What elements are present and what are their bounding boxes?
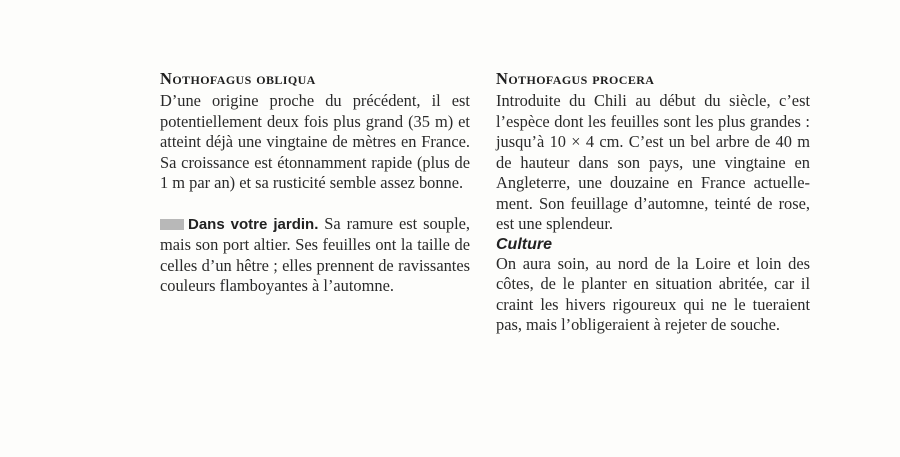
entry-title-obliqua: Nothofagus obliqua [160,69,316,88]
text-line: est une splendeur. [496,214,613,233]
text-line: l’espèce dont les feuilles sont les plus grandes : [496,111,810,131]
garden-first-line [160,214,470,236]
garden-first-line-text: Sa ramure est souple, [318,213,470,233]
text-line: ment. Son feuillage d’automne, teinté de rose, [496,193,810,213]
obliqua-description [160,91,470,194]
text-line: de hauteur dans son pays, une vingtaine en [496,152,810,172]
text-line: potentiellement deux fois plus grand (35 m) et [160,111,470,131]
entry-title-procera: Nothofagus procera [496,69,655,88]
text-line: mais son port altier. Ses feuilles ont la taille de [160,235,470,254]
text-line: Angleterre, une douzaine en France actuelle- [496,173,810,192]
text-line: D’une origine proche du précédent, il est [160,91,470,110]
culture-heading: Culture [496,235,552,253]
procera-description [496,91,810,235]
text-line: 1 m par an) et sa rusticité semble assez bonne. [160,173,464,192]
text-line: On aura soin, au nord de la Loire et loin des [496,253,810,273]
text-line: Sa croissance est étonnamment rapide (plus de [160,152,470,172]
right-column [496,70,810,336]
culture-text [496,254,810,336]
text-line: atteint déjà une vingtaine de mètres en France. [160,132,470,151]
text-line: Introduite du Chili au début du siècle, c’est [496,91,810,110]
text-line: pas, mais l’obligeraient à rejeter de souche. [496,315,780,334]
text-line: jusqu’à 10 × 4 cm. C’est un bel arbre de 40 m [496,132,810,151]
text-line: celles d’un hêtre ; elles prennent de ravissantes [160,255,470,275]
text-line: côtes, de le planter en situation abritée, car il [496,274,810,293]
garden-heading: Dans votre jardin. [188,215,319,233]
section-marker-icon [160,219,184,230]
text-line: craint les hivers rigoureux qui ne le tueraient [496,294,810,314]
text-line: couleurs flamboyantes à l’automne. [160,276,394,295]
garden-section [160,214,470,297]
left-column [160,70,470,297]
